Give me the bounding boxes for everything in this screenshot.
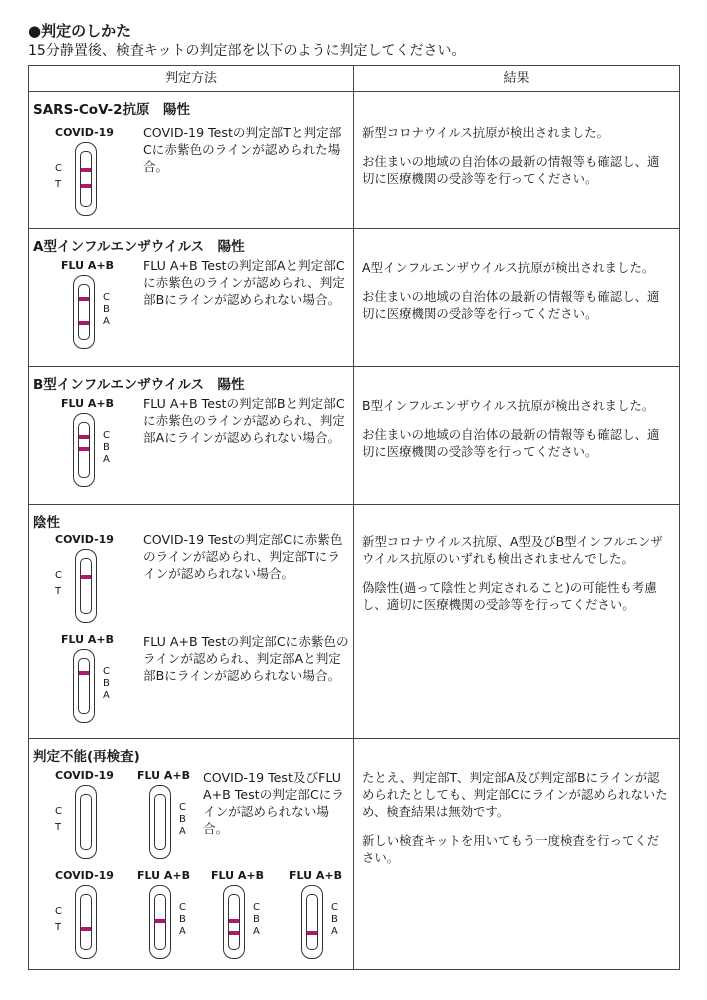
marker-b: B (253, 914, 260, 925)
kit-label: COVID-19 (55, 126, 114, 139)
method-cell (29, 367, 354, 504)
result-text: お住まいの地域の自治体の最新の情報等も確認し、適切に医療機関の受診等を行ってください。 (362, 154, 660, 186)
page-heading: ●判定のしかた (28, 22, 132, 40)
result-window (154, 894, 166, 950)
result-text: A型インフルエンザウイルス抗原が検出されました。 (362, 260, 655, 275)
result-text: B型インフルエンザウイルス抗原が検出されました。 (362, 398, 655, 413)
table-row (29, 739, 679, 969)
result-window (80, 151, 92, 207)
positive-line-a (79, 321, 89, 325)
test-cassette (73, 275, 95, 349)
table-row (29, 505, 679, 739)
row-title: 判定不能(再検査) (33, 749, 140, 765)
kit-label: FLU A+B (61, 259, 115, 272)
positive-line-c (81, 168, 91, 172)
row-title: SARS-CoV-2抗原 陽性 (33, 102, 191, 118)
positive-line-a (229, 931, 239, 935)
result-cell (354, 92, 679, 228)
marker-b: B (331, 914, 338, 925)
marker-a: A (103, 316, 110, 327)
marker-t: T (55, 586, 62, 597)
marker-a: A (103, 454, 110, 465)
marker-b: B (179, 914, 186, 925)
method-description: COVID-19 Test及びFLU A+B Testの判定部Cにラインが認められない場合。 (203, 770, 344, 836)
kit-label: FLU A+B (137, 869, 191, 882)
positive-line-c (81, 575, 91, 579)
result-text: 偽陰性(過って陰性と判定されること)の可能性も考慮し、適切に医療機関の受診等を行ってください。 (362, 580, 657, 612)
kit-label: FLU A+B (289, 869, 343, 882)
kit-label: FLU A+B (61, 633, 115, 646)
test-cassette (223, 885, 245, 959)
row-title: B型インフルエンザウイルス 陽性 (33, 377, 245, 393)
result-text: お住まいの地域の自治体の最新の情報等も確認し、適切に医療機関の受診等を行ってください。 (362, 289, 660, 321)
positive-line-b (229, 919, 239, 923)
positive-line-a (307, 931, 317, 935)
test-cassette (75, 549, 97, 623)
kit-label: COVID-19 (55, 869, 114, 882)
result-column-header: 結果 (503, 71, 530, 86)
marker-c: C (103, 292, 110, 303)
marker-c: C (55, 570, 62, 581)
positive-line-c (79, 435, 89, 439)
kit-label: FLU A+B (211, 869, 265, 882)
kit-label: FLU A+B (137, 769, 191, 782)
test-cassette (149, 785, 171, 859)
kit-label: FLU A+B (61, 397, 115, 410)
marker-c: C (179, 802, 186, 813)
marker-a: A (253, 926, 260, 937)
method-column-header: 判定方法 (29, 66, 354, 91)
result-text: 新型コロナウイルス抗原が検出されました。 (362, 125, 610, 140)
method-cell (29, 229, 354, 366)
positive-line-c (79, 297, 89, 301)
marker-c: C (253, 902, 260, 913)
method-description-2: FLU A+B Testの判定部Cに赤紫色のラインが認められ、判定部Aと判定部Bにラインが認められない場合。 (143, 634, 349, 683)
kit-label: COVID-19 (55, 769, 114, 782)
row-title: A型インフルエンザウイルス 陽性 (33, 239, 245, 255)
positive-line-t (81, 927, 91, 931)
positive-line-t (81, 184, 91, 188)
result-window (78, 658, 90, 714)
marker-t: T (55, 179, 62, 190)
test-cassette (301, 885, 323, 959)
result-window (78, 284, 90, 340)
test-cassette (75, 785, 97, 859)
marker-c: C (103, 666, 110, 677)
marker-b: B (103, 442, 110, 453)
positive-line-b (155, 919, 165, 923)
marker-c: C (55, 906, 62, 917)
result-text: 新型コロナウイルス抗原、A型及びB型インフルエンザウイルス抗原のいずれも検出されませんでした。 (362, 534, 663, 566)
method-description: FLU A+B Testの判定部Bと判定部Cに赤紫色のラインが認められ、判定部Aにラインが認められない場合。 (143, 396, 345, 445)
method-description: FLU A+B Testの判定部Aと判定部Cに赤紫色のラインが認められ、判定部Bにラインが認められない場合。 (143, 258, 345, 307)
table-row (29, 367, 679, 505)
marker-c: C (331, 902, 338, 913)
result-window (154, 794, 166, 850)
row-title: 陰性 (33, 515, 60, 531)
result-window (80, 894, 92, 950)
test-cassette (75, 885, 97, 959)
marker-a: A (179, 826, 186, 837)
method-description: COVID-19 Testの判定部Tと判定部Cに赤紫色のラインが認められた場合。 (143, 125, 342, 174)
method-cell (29, 92, 354, 228)
table-row (29, 92, 679, 229)
result-text: たとえ、判定部T、判定部A及び判定部Bにラインが認められたとしても、判定部Cにラインが認められないため、検査結果は無効です。 (362, 770, 668, 819)
marker-c: C (179, 902, 186, 913)
marker-b: B (103, 304, 110, 315)
result-window (306, 894, 318, 950)
marker-a: A (179, 926, 186, 937)
marker-a: A (103, 690, 110, 701)
result-window (78, 422, 90, 478)
test-cassette (73, 649, 95, 723)
marker-b: B (179, 814, 186, 825)
result-text: 新しい検査キットを用いてもう一度検査を行ってください。 (362, 833, 660, 865)
marker-c: C (103, 430, 110, 441)
result-window (80, 558, 92, 614)
result-cell (354, 739, 679, 969)
marker-c: C (55, 163, 62, 174)
positive-line-b (79, 447, 89, 451)
marker-t: T (55, 922, 62, 933)
method-description: COVID-19 Testの判定部Cに赤紫色のラインが認められ、判定部Tにラインが認められない場合。 (143, 532, 343, 581)
result-window (228, 894, 240, 950)
marker-a: A (331, 926, 338, 937)
marker-b: B (103, 678, 110, 689)
marker-t: T (55, 822, 62, 833)
result-cell (354, 367, 679, 504)
result-window (80, 794, 92, 850)
instruction-text: 15分静置後、検査キットの判定部を以下のように判定してください。 (28, 43, 466, 59)
method-cell (29, 505, 354, 738)
positive-line-c (79, 671, 89, 675)
judgment-table (28, 65, 680, 970)
test-cassette (73, 413, 95, 487)
kit-label: COVID-19 (55, 533, 114, 546)
method-cell (29, 739, 354, 969)
result-cell (354, 505, 679, 738)
result-text: お住まいの地域の自治体の最新の情報等も確認し、適切に医療機関の受診等を行ってください。 (362, 427, 660, 459)
test-cassette (149, 885, 171, 959)
test-cassette (75, 142, 97, 216)
table-row (29, 229, 679, 367)
table-header (29, 66, 679, 92)
marker-c: C (55, 806, 62, 817)
result-cell (354, 229, 679, 366)
